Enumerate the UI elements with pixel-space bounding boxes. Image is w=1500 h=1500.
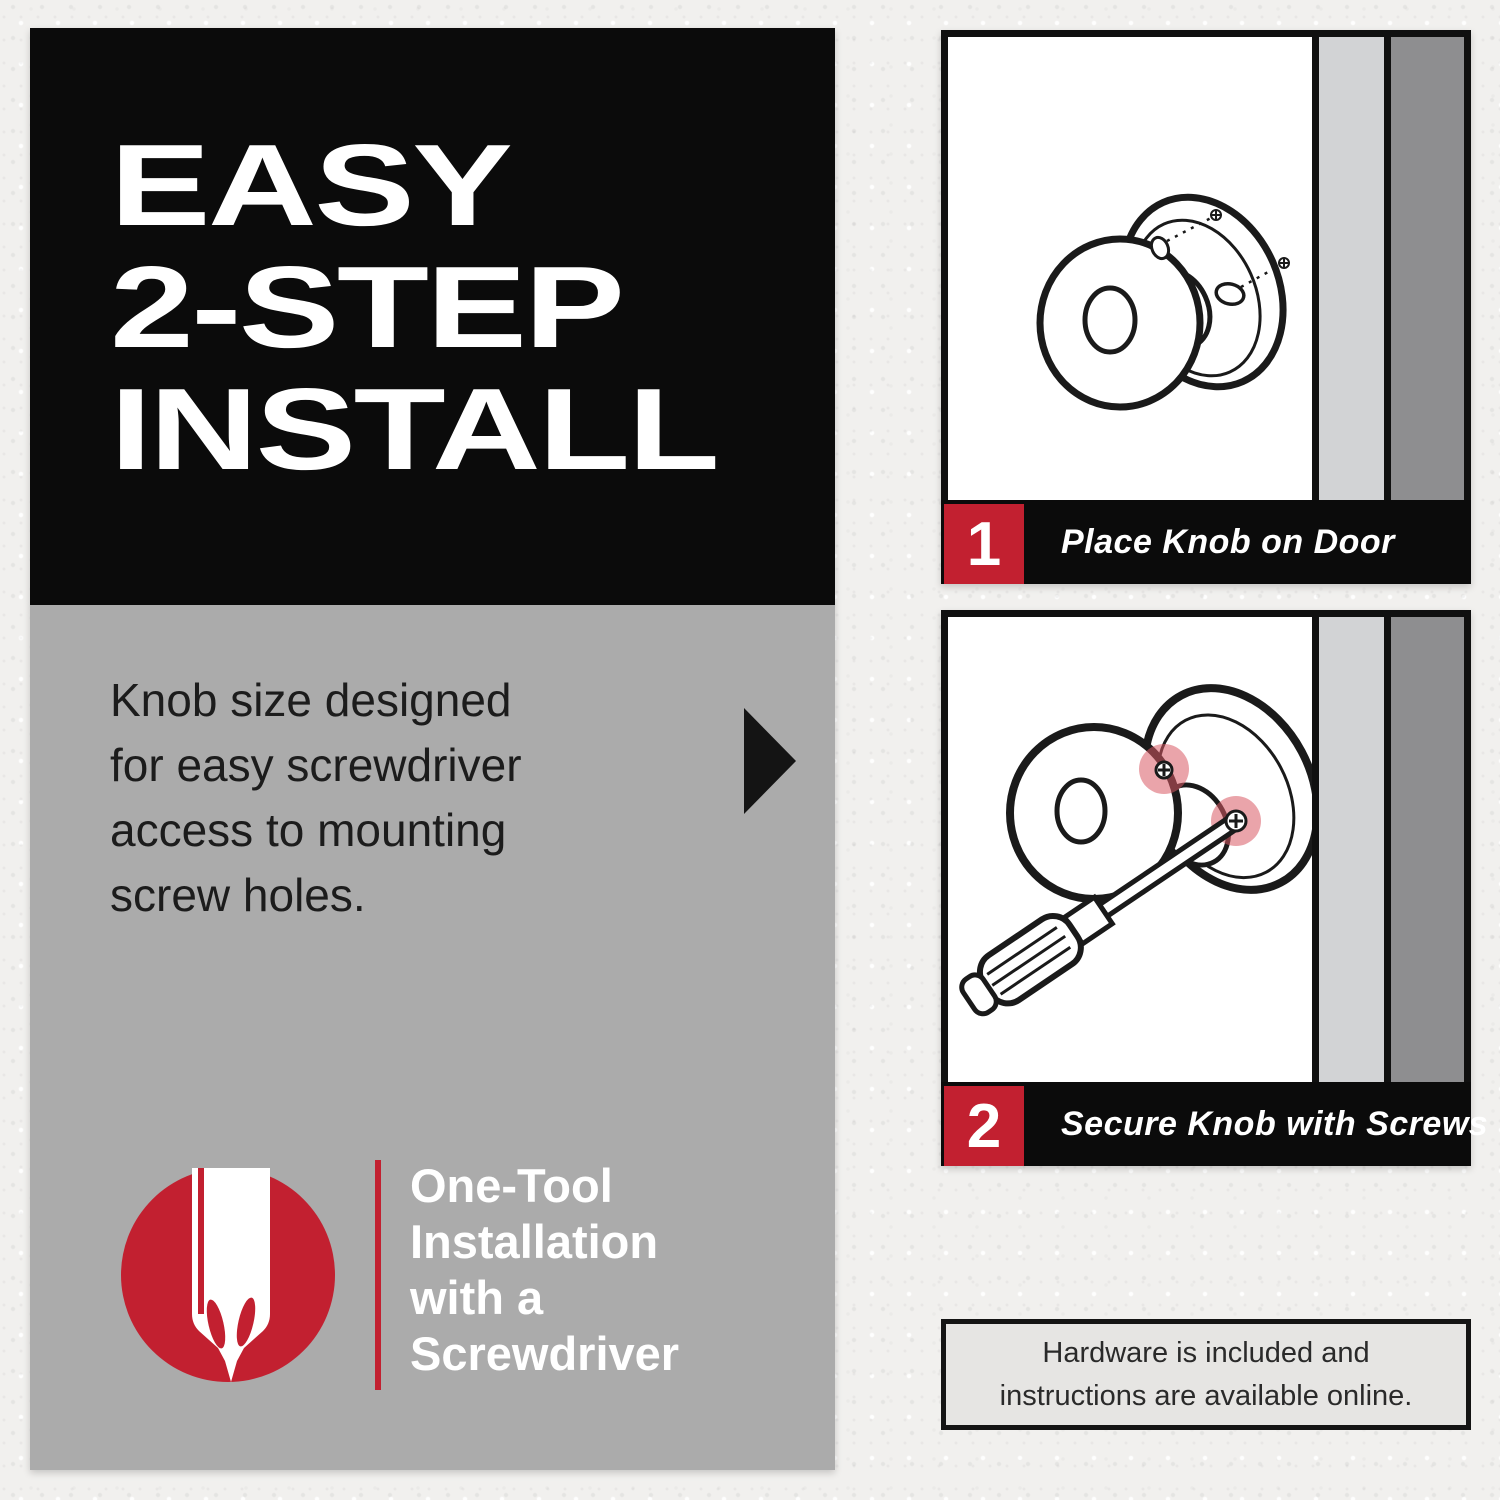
step-2-illustration-area <box>948 617 1312 1082</box>
description-line-1: Knob size designed <box>110 674 512 726</box>
step-2-caption-bar <box>941 1082 1489 1166</box>
description-text <box>110 668 522 928</box>
description-line-3: access to mounting <box>110 804 507 856</box>
badge-label-line-3: with a <box>410 1271 544 1324</box>
badge-divider <box>375 1160 381 1390</box>
step-1-caption-bar <box>941 500 1471 584</box>
headline-line-1: EASY <box>110 120 511 250</box>
description-panel <box>30 605 835 1470</box>
knob-on-door-illustration <box>948 37 1312 500</box>
door-edge-dark <box>1391 617 1464 1082</box>
door-edge-light <box>1319 37 1384 500</box>
door-edge-dark <box>1391 37 1464 500</box>
step-2-art-row <box>941 610 1471 1082</box>
description-line-2: for easy screwdriver <box>110 739 522 791</box>
step-2-number-badge: 2 <box>944 1086 1024 1166</box>
description-line-4: screw holes. <box>110 869 366 921</box>
screwdriver-knob-illustration <box>948 617 1312 1082</box>
step-1-number-badge: 1 <box>944 504 1024 584</box>
phillips-bit-icon <box>120 1162 336 1398</box>
door-edge-light <box>1319 617 1384 1082</box>
badge-label-line-1: One-Tool <box>410 1159 613 1212</box>
step-1-illustration-area <box>948 37 1312 500</box>
door-edge-line <box>1384 617 1391 1082</box>
right-arrow-icon <box>744 708 796 814</box>
door-edge-line <box>1384 37 1391 500</box>
badge-label-line-2: Installation <box>410 1215 659 1268</box>
hardware-note-line-1: Hardware is included and <box>1042 1336 1370 1369</box>
headline-line-2: 2-STEP <box>110 242 623 372</box>
door-edge-line <box>1312 617 1319 1082</box>
hardware-note-line-2: instructions are available online. <box>999 1379 1413 1412</box>
door-edge-line <box>1312 37 1319 500</box>
step-2-card <box>941 610 1489 1166</box>
headline-panel <box>30 28 835 605</box>
step-1-caption: Place Knob on Door <box>1061 522 1395 561</box>
step-2-caption: Secure Knob with Screws <box>1061 1104 1489 1143</box>
badge-label-line-4: Screwdriver <box>410 1327 680 1380</box>
step-1-card <box>941 30 1471 584</box>
badge-label <box>410 1158 679 1382</box>
hardware-note <box>941 1319 1471 1430</box>
headline-line-3: INSTALL <box>110 364 718 494</box>
step-1-art-row <box>941 30 1471 500</box>
headline <box>110 120 718 494</box>
